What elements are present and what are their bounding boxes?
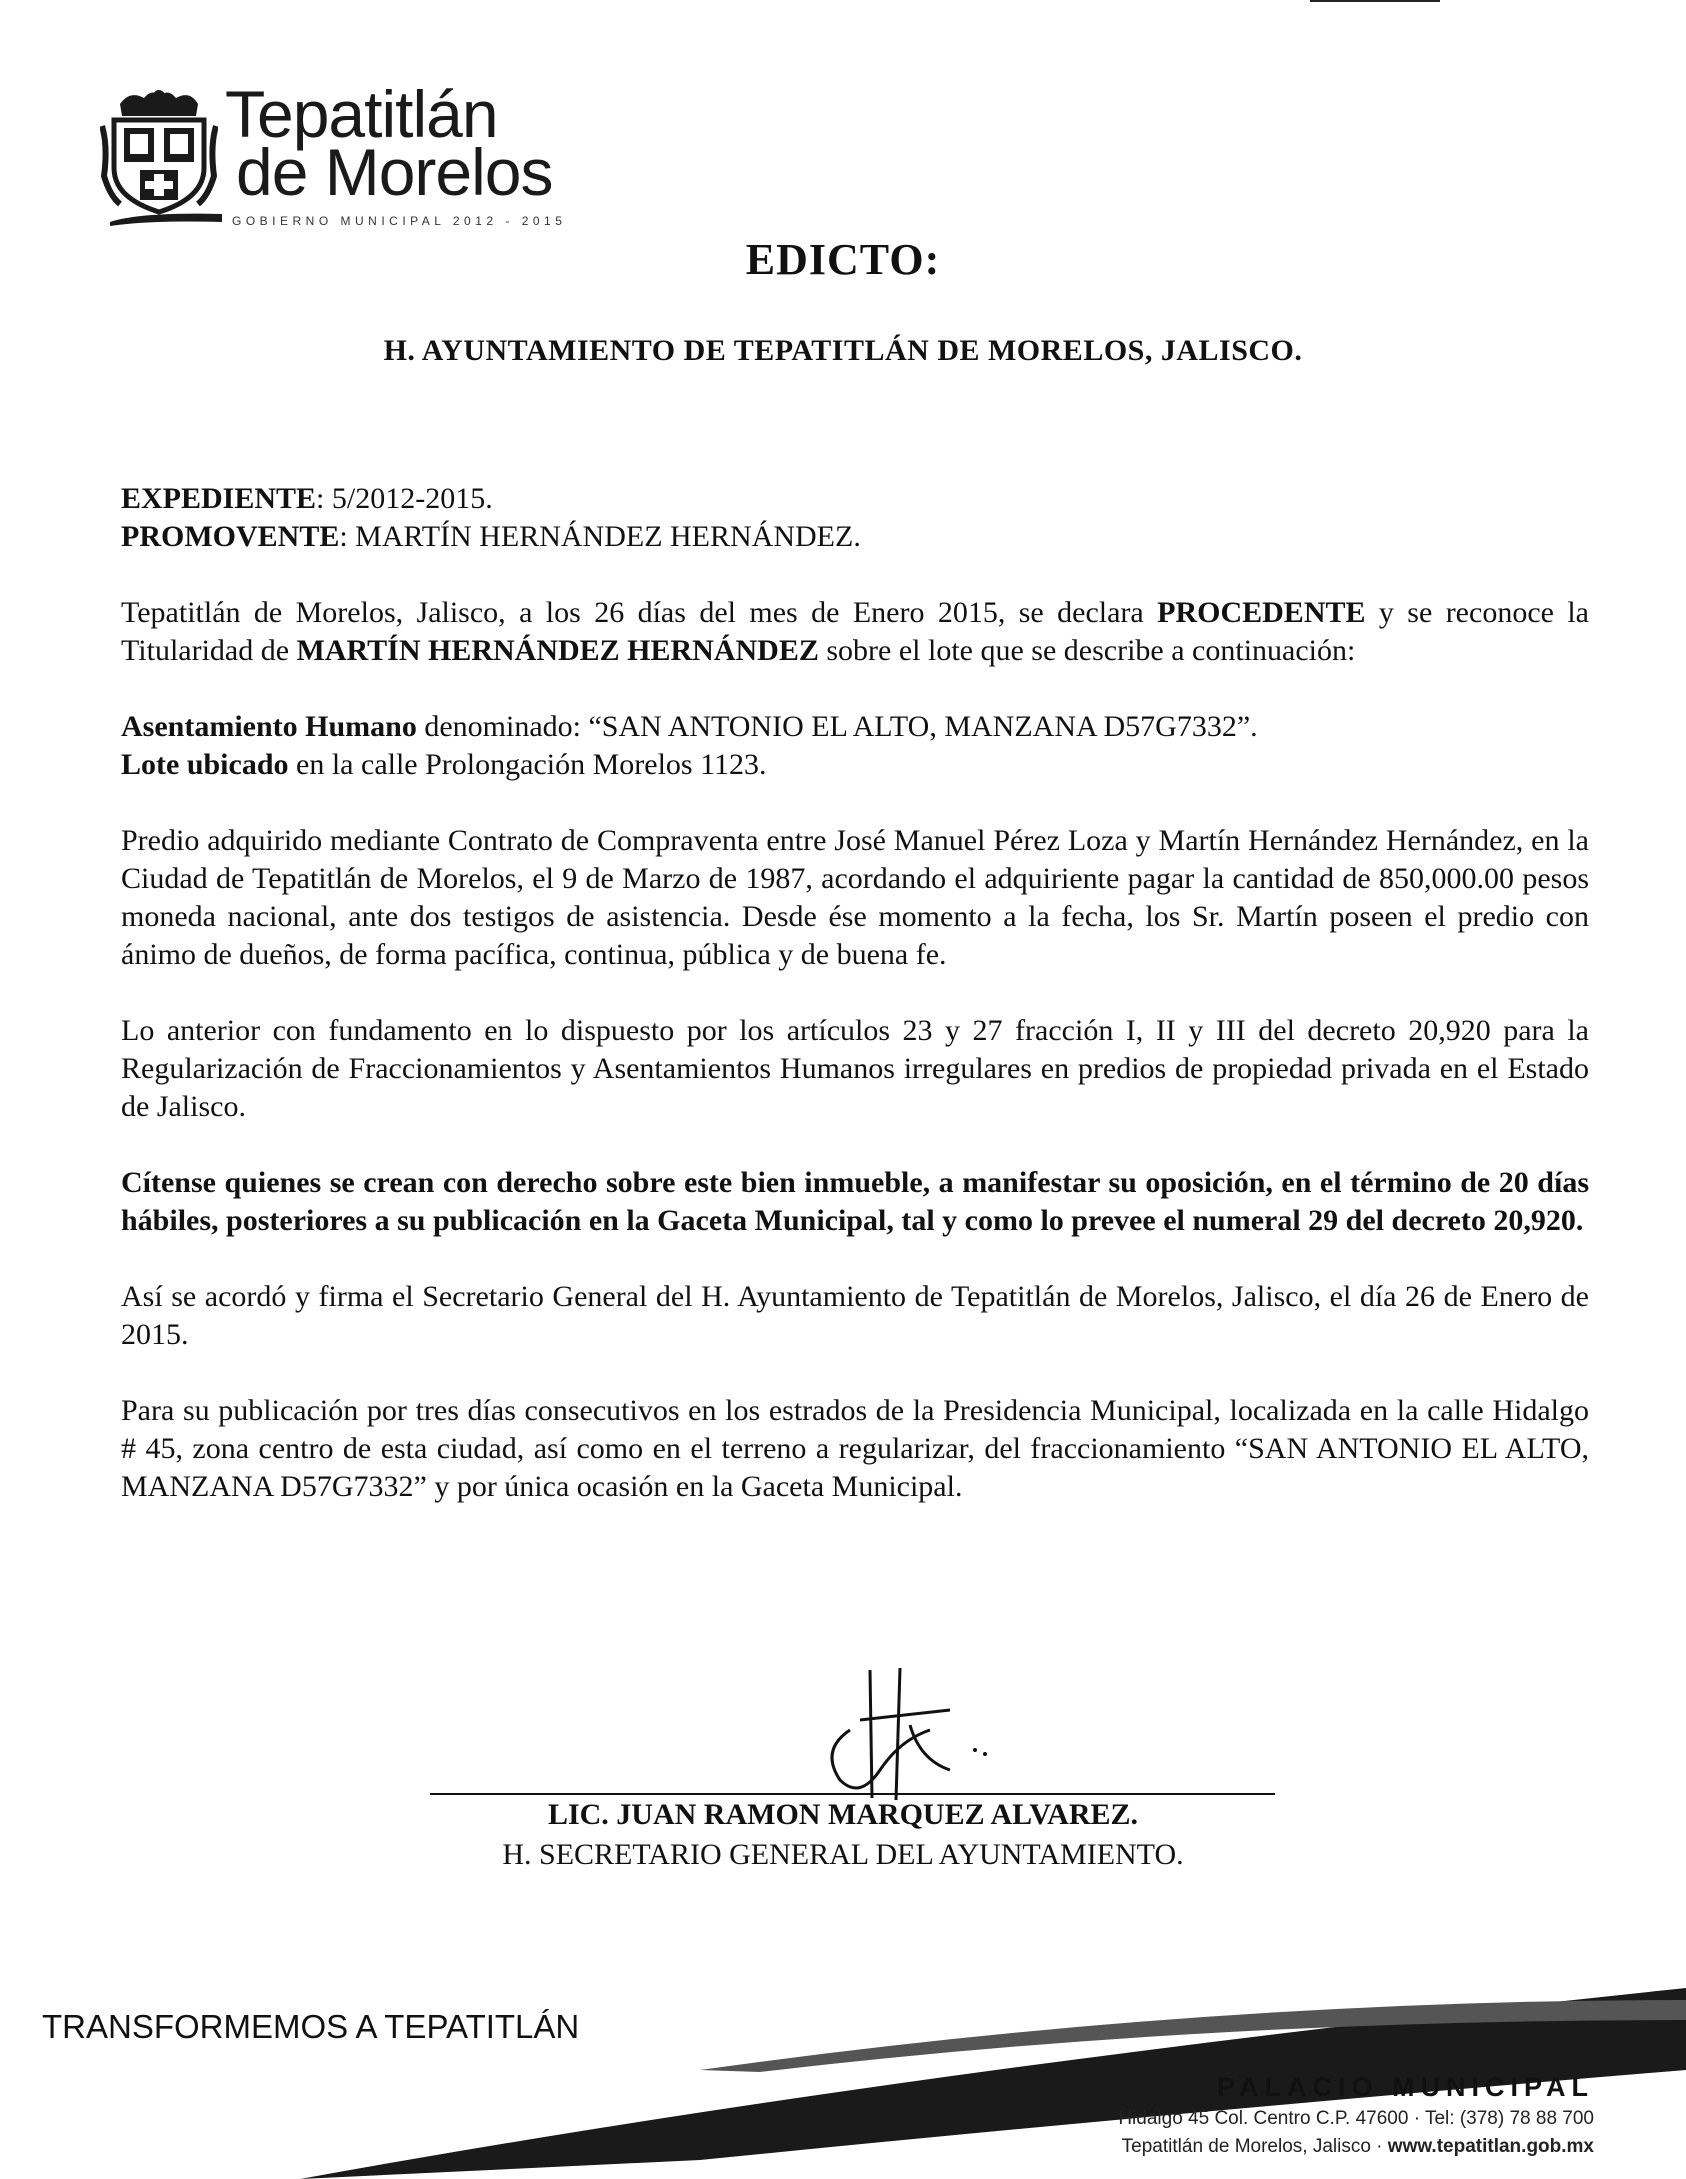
- declaration-text-c: y se reconoce la Titularidad de: [121, 596, 1589, 667]
- footer-address: Hidalgo 45 Col. Centro C.P. 47600 · Tel: (378) 78 88 700: [1118, 2108, 1594, 2129]
- declaration-titular: MARTÍN HERNÁNDEZ HERNÁNDEZ: [296, 634, 819, 667]
- promovente-value: : MARTÍN HERNÁNDEZ HERNÁNDEZ.: [339, 520, 861, 553]
- publication-paragraph: Para su publicación por tres días consecutivos en los estrados de la Presidencia Municipal, localizada en la calle Hidalgo # 45, zona centro de esta ciudad, así como en el terreno a regularizar, del fraccionamiento “SAN ANTONIO EL ALTO, MANZANA D57G7332” y por única ocasión en la Gaceta Municipal.: [121, 1394, 1589, 1503]
- promovente-line: [121, 518, 1589, 556]
- lot-text: en la calle Prolongación Morelos 1123.: [288, 748, 767, 781]
- footer-city-line: [1122, 2136, 1594, 2158]
- footer-city: Tepatitlán de Morelos, Jalisco ·: [1121, 2136, 1388, 2157]
- signature-line: [430, 1793, 1275, 1795]
- summons-paragraph: Cítense quienes se crean con derecho sobre este bien inmueble, a manifestar su oposición, en el término de 20 días hábiles, posteriores a su publicación en la Gaceta Municipal, tal y como lo prevee el numeral 29 del decreto 20,920.: [121, 1166, 1589, 1237]
- municipal-logo: [100, 76, 620, 236]
- settlement-line: [121, 708, 1589, 746]
- document-subtitle: H. AYUNTAMIENTO DE TEPATITLÁN DE MORELOS, JALISCO.: [383, 334, 1303, 367]
- declaration-text-a: Tepatitlán de Morelos, Jalisco, a los 26 días del mes de Enero 2015, se declara: [121, 596, 1158, 629]
- footer-website-link[interactable]: www.tepatitlan.gob.mx: [1387, 2136, 1594, 2157]
- scan-top-rule: [1310, 0, 1440, 2]
- document-title: EDICTO:: [745, 235, 941, 284]
- promovente-label: PROMOVENTE: [121, 520, 340, 553]
- expediente-label: EXPEDIENTE: [121, 482, 317, 515]
- logo-caption: GOBIERNO MUNICIPAL 2012 - 2015: [232, 214, 567, 228]
- declaration-text-e: sobre el lote que se describe a continuación:: [818, 634, 1356, 667]
- footer-slogan: TRANSFORMEMOS A TEPATITLÁN: [42, 2008, 580, 2045]
- legal-basis-paragraph: Lo anterior con fundamento en lo dispuesto por los artículos 23 y 27 fracción I, II y III del decreto 20,920 para la Regularización de Fraccionamientos y Asentamientos Humanos irregulares en predios de propiedad privada en el Estado de Jalisco.: [121, 1014, 1589, 1123]
- expediente-value: : 5/2012-2015.: [316, 482, 493, 515]
- lot-line: [121, 746, 1589, 784]
- document-body: [121, 480, 1589, 1506]
- settlement-label: Asentamiento Humano: [121, 710, 417, 743]
- logo-ribbon-icon: [110, 212, 222, 226]
- lot-label: Lote ubicado: [121, 748, 289, 781]
- signer-title: H. SECRETARIO GENERAL DEL AYUNTAMIENTO.: [502, 1838, 1184, 1871]
- settlement-text: denominado: “SAN ANTONIO EL ALTO, MANZANA D57G7332”.: [416, 710, 1258, 743]
- declaration-paragraph: [121, 594, 1589, 670]
- logo-name-line1: Tepatitlán: [225, 77, 498, 151]
- property-paragraph: Predio adquirido mediante Contrato de Compraventa entre José Manuel Pérez Loza y Martín Hernández Hernández, en la Ciudad de Tepatitlán de Morelos, el 9 de Marzo de 1987, acordando el adquiriente pagar la cantidad de 850,000.00 pesos moneda nacional, ante dos testigos de asistencia. Desde ése momento a la fecha, los Sr. Martín poseen el predio con ánimo de dueños, de forma pacífica, continua, pública y de buena fe.: [121, 824, 1589, 971]
- signer-name: LIC. JUAN RAMON MARQUEZ ALVAREZ.: [547, 1798, 1139, 1831]
- logo-name-line2: de Morelos: [236, 135, 553, 209]
- footer-office-name: PALACIO MUNICIPAL: [1217, 2072, 1594, 2102]
- agreement-paragraph: Así se acordó y firma el Secretario General del H. Ayuntamiento de Tepatitlán de Morelos, Jalisco, el día 26 de Enero de 2015.: [121, 1280, 1589, 1351]
- handwritten-signature-icon: [800, 1650, 1020, 1800]
- coat-of-arms-icon: [100, 86, 218, 216]
- declaration-status: PROCEDENTE: [1157, 596, 1366, 629]
- expediente-line: [121, 480, 1589, 518]
